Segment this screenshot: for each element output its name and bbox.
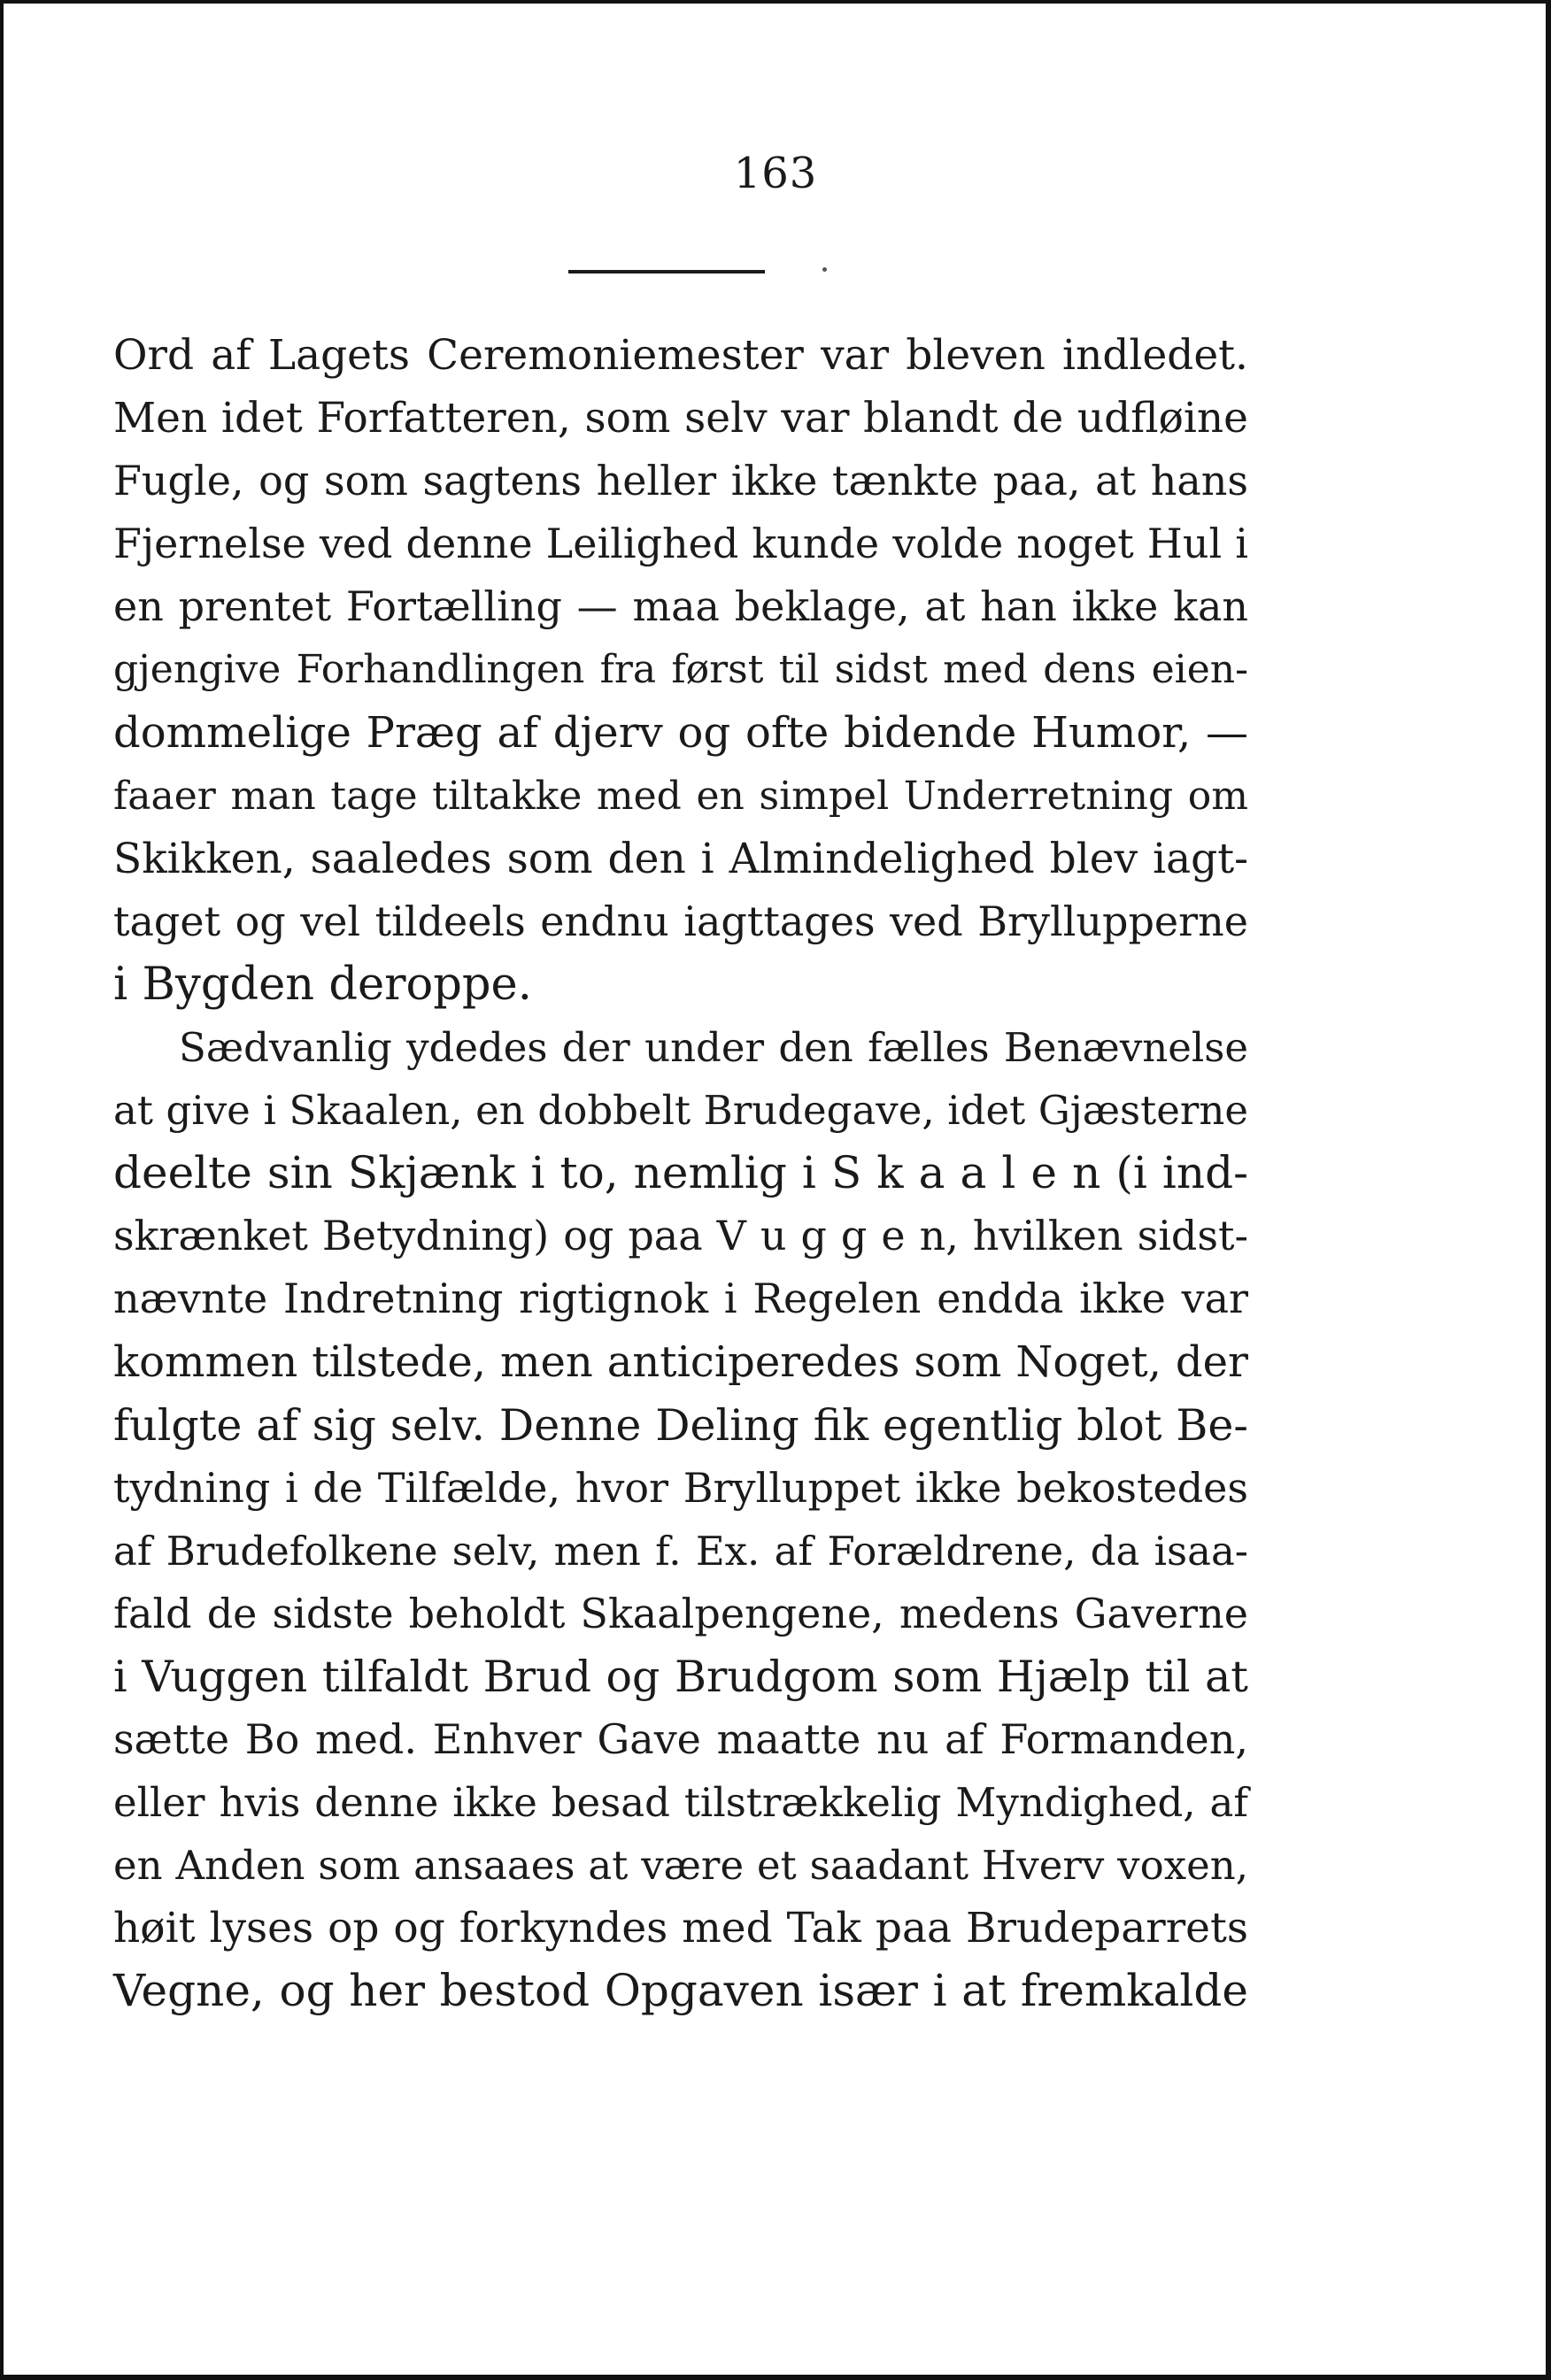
text-line: høit lyses op og forkyndes med Tak paa Brudeparrets — [113, 1904, 1248, 1953]
text-line: i Bygden deroppe. — [113, 958, 532, 1011]
text-line: af Brudefolkene selv, men f. Ex. af Forældrene, da isaa- — [113, 1527, 1248, 1575]
text-line: fulgte af sig selv. Denne Deling fik egentlig blot Be- — [113, 1399, 1248, 1451]
text-line: gjengive Forhandlingen fra først til sidst med dens eien- — [113, 647, 1248, 693]
paragraph-2 — [113, 1016, 1248, 2023]
text-line: Fugle, og som sagtens heller ikke tænkte paa, at hans — [113, 457, 1248, 505]
text-line: eller hvis denne ikke besad tilstrækkelig Myndighed, af — [113, 1779, 1248, 1827]
header-rule — [568, 270, 765, 273]
text-line: taget og vel tildeels endnu iagttages ved Bryllupperne — [113, 897, 1248, 945]
text-line: Sædvanlig ydedes der under den fælles Benævnelse — [179, 1024, 1248, 1072]
text-line: Fjernelse ved denne Leilighed kunde volde noget Hul i — [113, 520, 1248, 568]
text-line: skrænket Betydning) og paa V u g g e n, hvilken sidst- — [113, 1212, 1248, 1260]
text-line: nævnte Indretning rigtignok i Regelen endda ikke var — [113, 1275, 1248, 1323]
rule-dot — [822, 267, 827, 272]
text-line: en prentet Fortælling — maa beklage, at han ikke kan — [113, 582, 1248, 631]
text-line: Men idet Forfatteren, som selv var blandt de udfløine — [113, 394, 1248, 443]
text-line: sætte Bo med. Enhver Gave maatte nu af Formanden, — [113, 1715, 1248, 1764]
text-line: Skikken, saaledes som den i Almindelighed blev iagt- — [113, 834, 1248, 883]
text-line: Vegne, og her bestod Opgaven især i at fremkalde — [113, 1965, 1248, 2017]
paragraph-1 — [113, 324, 1248, 1016]
text-line: en Anden som ansaaes at være et saadant Hverv voxen, — [113, 1842, 1248, 1890]
text-line: deelte sin Skjænk i to, nemlig i S k a a l e n (i ind- — [113, 1147, 1248, 1199]
body-text — [113, 324, 1248, 2023]
text-line: i Vuggen tilfaldt Brud og Brudgom som Hjælp til at — [113, 1651, 1248, 1702]
text-line: dommelige Præg af djerv og ofte bidende Humor, — — [113, 707, 1248, 758]
text-line: faaer man tage tiltakke med en simpel Underretning om — [113, 773, 1248, 819]
text-line: tydning i de Tilfælde, hvor Brylluppet ikke bekostedes — [113, 1463, 1248, 1512]
page-number: 163 — [733, 149, 818, 198]
text-line: kommen tilstede, men anticiperedes som Noget, der — [113, 1336, 1248, 1387]
text-line: fald de sidste beholdt Skaalpengene, medens Gaverne — [113, 1589, 1248, 1637]
text-line: at give i Skaalen, en dobbelt Brudegave, idet Gjæsterne — [113, 1087, 1248, 1135]
text-line: Ord af Lagets Ceremoniemester var bleven indledet. — [113, 331, 1248, 380]
